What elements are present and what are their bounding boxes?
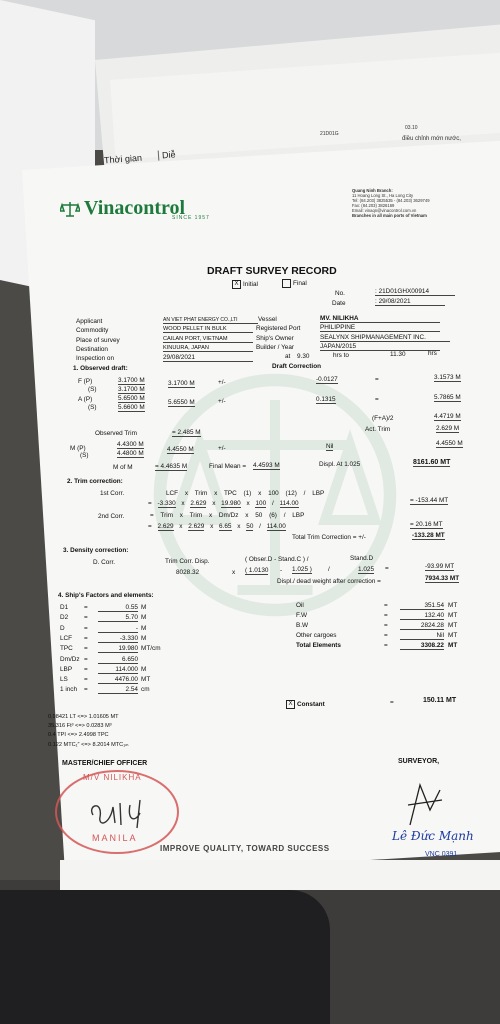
x-sym: x xyxy=(181,500,185,507)
second-corr-unit: MT xyxy=(433,521,443,528)
mid-p-num: 4.4300 xyxy=(117,441,137,448)
displ-after-num: 7934.33 xyxy=(425,575,449,582)
slash-sym: / xyxy=(259,523,261,530)
density-unit: MT xyxy=(444,563,455,570)
x100-head: x 100 (12) xyxy=(258,490,297,497)
mom-unit: M xyxy=(181,463,188,470)
factor-label: LCF xyxy=(60,634,73,642)
lbp-head: LBP xyxy=(292,512,305,519)
element-label: Oil xyxy=(296,602,304,609)
section4-heading: 4. Ship's Factors and elements: xyxy=(58,592,154,599)
ap-value xyxy=(118,395,145,403)
factor-label: 1 inch xyxy=(60,686,78,694)
factor-label: D2 xyxy=(60,614,69,622)
mom-label: M of M xyxy=(113,464,133,471)
factor-label: D1 xyxy=(60,604,69,611)
tpc-val: 19.980 xyxy=(221,500,241,507)
x-head: x xyxy=(208,512,213,519)
commodity-label: Commodity xyxy=(76,327,109,334)
density-eq: = xyxy=(385,565,389,572)
first-corr-unit: MT xyxy=(438,497,449,504)
date-label: Date xyxy=(332,300,346,307)
displ-after-value xyxy=(425,575,459,583)
final-label: Final xyxy=(293,280,307,288)
trim-head: Trim xyxy=(160,512,173,519)
vessel-label: Vessel xyxy=(258,316,277,323)
initial-checkbox: X xyxy=(232,280,241,289)
company-logo xyxy=(60,197,185,220)
mom-num: 4.4635 xyxy=(160,463,181,470)
first-corr-result: = -153.44 MT xyxy=(410,497,449,504)
factor-unit: M xyxy=(141,634,147,642)
stamp-port: MANILA xyxy=(92,833,138,843)
fp-value xyxy=(118,377,145,385)
fs-unit: M xyxy=(139,386,145,393)
x-sym: x xyxy=(212,500,216,507)
element-eq: = xyxy=(384,632,388,639)
conversion-line: 0.122 MTC₁″ <=> 8.2014 MTC₁ₘ xyxy=(48,741,129,748)
master-label: MASTER/CHIEF OFFICER xyxy=(62,760,148,767)
builder-value: JAPAN/2015 xyxy=(320,343,440,351)
element-unit: MT xyxy=(448,622,458,629)
first-corr-values: = -3.330 x 2.629 x 19.980 x 100 / 114.00 xyxy=(148,500,299,507)
fifty-val: 50 xyxy=(246,523,254,530)
document-sheet-bottom xyxy=(60,860,500,890)
aft-mean xyxy=(168,399,195,407)
minus-sym: - xyxy=(280,567,283,574)
branch-line: Tel: (84.203) 3825535 - (84.203) 3629749 xyxy=(352,198,430,203)
element-unit: MT xyxy=(448,612,458,619)
destination-label: Destination xyxy=(76,346,108,353)
document-title: DRAFT SURVEY RECORD xyxy=(207,265,337,277)
fore-mean-num: 3.1700 xyxy=(168,380,188,387)
final-mean-unit: M xyxy=(274,462,280,469)
master-signature xyxy=(85,795,155,835)
fore-eq: = xyxy=(375,376,379,383)
factor-unit: M xyxy=(141,665,147,673)
mid-mean-num: 4.4550 xyxy=(167,446,187,453)
aft-pm: +/- xyxy=(218,398,226,405)
commodity-value: WOOD PELLET IN BULK xyxy=(163,326,253,333)
mid-p-label: M (P) xyxy=(70,445,86,452)
surveyor-label: SURVEYOR, xyxy=(398,758,440,765)
displ-value xyxy=(413,459,450,467)
dark-object xyxy=(0,890,330,1024)
first-corr-num: -153.44 xyxy=(415,497,438,504)
factor-label: LBP xyxy=(60,665,73,673)
as-label: (S) xyxy=(88,404,97,411)
slash-head: / xyxy=(303,490,306,497)
second-corr-header: = Trim x Trim x Dm/Dz x 50 (6) / LBP xyxy=(150,512,305,519)
slash-head: / xyxy=(283,512,286,519)
factor-eq: = xyxy=(84,634,88,642)
x-sym: x xyxy=(232,569,236,576)
place-label: Place of survey xyxy=(76,337,120,344)
act-trim-label: Act. Trim xyxy=(365,426,391,433)
element-label: Total Elements xyxy=(296,642,341,649)
surveyor-name: Lê Đức Mạnh xyxy=(392,829,474,843)
obs-d-value: ( 1.0130 xyxy=(245,567,269,574)
mid-p-value xyxy=(117,441,144,449)
aft-mean-unit: M xyxy=(189,399,195,406)
element-value: 2824.28 xyxy=(400,622,444,630)
surveyor-signature xyxy=(400,780,450,830)
x-head: x xyxy=(179,512,183,519)
factor-unit: M xyxy=(141,604,147,611)
branch-line: Quang Ninh Branch: xyxy=(352,188,393,193)
displ-num: 8161.60 xyxy=(413,459,439,466)
mid-mean-unit: M xyxy=(188,446,194,453)
company-name: Vinacontrol xyxy=(84,197,186,219)
no-value: : 21D01GHX00914 xyxy=(375,288,455,296)
element-unit: MT xyxy=(448,602,458,609)
element-eq: = xyxy=(384,612,388,619)
displ-label: Displ. At 1.025 xyxy=(319,461,361,468)
at-time: 9.30 xyxy=(297,353,310,360)
branch-line: Branches in all main ports of Vietnam xyxy=(352,213,427,218)
total-trim-value xyxy=(412,532,445,540)
trim-head: Trim xyxy=(189,512,203,519)
mid-correction: Nil xyxy=(326,443,334,450)
mid-s-label: (S) xyxy=(80,452,89,459)
element-eq: = xyxy=(384,642,388,649)
disp-value: 8028.32 xyxy=(176,569,200,576)
factor-eq: = xyxy=(84,686,88,694)
dmdz-head: Dm/Dz xyxy=(218,512,239,519)
underlying-die-label: Diễ xyxy=(158,149,176,160)
element-unit: MT xyxy=(448,632,458,639)
trim-head: Trim xyxy=(194,490,208,497)
fore-pm: +/- xyxy=(218,379,226,386)
element-value: Nil xyxy=(400,632,444,640)
hrs-label: hrs xyxy=(428,350,437,357)
element-label: B.W xyxy=(296,622,309,629)
underlying-time-label: Thời gian xyxy=(103,152,143,166)
applicant-value: AN VIET PHAT ENERGY CO.,LTI xyxy=(163,317,258,324)
slash-sym: / xyxy=(328,566,330,573)
factor-eq: = xyxy=(84,665,88,673)
fa2-unit: M xyxy=(455,413,461,420)
factor-label: D xyxy=(60,624,65,632)
factor-eq: = xyxy=(84,655,88,663)
factor-value: 6.650 xyxy=(98,656,138,664)
fs-value xyxy=(118,386,145,394)
factor-unit: cm xyxy=(141,686,150,694)
destination-value: KINUURA, JAPAN xyxy=(163,345,253,352)
fore-correction: -0.0127 xyxy=(316,376,338,383)
owner-label: Ship's Owner xyxy=(256,335,294,342)
mom-value: = 4.4635 M xyxy=(155,463,188,470)
mid-p-unit: M xyxy=(138,441,144,448)
lcf-val: -3.330 xyxy=(157,500,176,507)
final-mean-label: Final Mean = xyxy=(209,463,247,470)
x-sym: x xyxy=(179,523,183,530)
mid-pm: +/- xyxy=(218,445,226,452)
stand-d-value: 1.025 xyxy=(358,566,374,573)
mid-result-unit: M xyxy=(457,440,463,447)
fp-unit: M xyxy=(139,377,145,384)
scale-logo-icon xyxy=(60,201,80,217)
observed-trim-label: Observed Trim xyxy=(95,430,137,437)
applicant-label: Applicant xyxy=(76,318,103,325)
aft-result-num: 5.7865 xyxy=(434,394,454,401)
fp-num: 3.1700 xyxy=(118,377,138,384)
factor-eq: = xyxy=(84,676,88,684)
to-time: 11.30 xyxy=(390,351,406,358)
section3-heading: 3. Density correction: xyxy=(63,547,129,554)
displ-unit: MT xyxy=(440,459,451,466)
mid-s-num: 4.4800 xyxy=(117,450,137,457)
element-label: Other cargoes xyxy=(296,632,337,639)
density-num: -93.99 xyxy=(425,563,444,570)
factor-value: 114.000 xyxy=(98,666,138,674)
constant-option xyxy=(286,700,325,709)
lcf-head: LCF xyxy=(166,490,179,497)
registered-port-value: PHILIPPINE xyxy=(320,324,440,332)
registered-port-label: Registered Port xyxy=(256,325,301,332)
date-value-text: 29/08/2021 xyxy=(378,298,411,305)
fore-result-num: 3.1573 xyxy=(434,374,454,381)
total-trim-num: -133.28 xyxy=(412,532,434,539)
x-sym: x xyxy=(246,500,250,507)
first-corr-label: 1st Corr. xyxy=(100,490,125,497)
fa2-label: (F+A)/2 xyxy=(372,415,394,422)
fa2-value xyxy=(434,413,461,421)
branch-line: 11 Hoang Long St., Ha Long City xyxy=(352,193,414,198)
fp-label: F (P) xyxy=(78,378,93,385)
final-checkbox xyxy=(282,279,291,288)
observed-trim-unit: M xyxy=(195,429,201,436)
fs-label: (S) xyxy=(88,386,97,393)
element-label: F.W xyxy=(296,612,308,619)
mid-s-unit: M xyxy=(138,450,144,457)
second-corr-num: 20.16 xyxy=(415,521,432,528)
trim-val: 2.629 xyxy=(190,500,207,507)
act-trim-unit: M xyxy=(453,425,460,432)
factor-value: 2.54 xyxy=(98,686,138,694)
section2-heading: 2. Trim correction: xyxy=(67,478,123,485)
conversion-line: 0.98421 LT <=> 1.01605 MT xyxy=(48,714,119,720)
branch-address xyxy=(352,188,492,218)
act-trim-value xyxy=(436,425,459,433)
branch-line: Fax: (84.203) 3826169 xyxy=(352,203,395,208)
fa2-num: 4.4719 xyxy=(434,413,454,420)
stamp-vessel-name: M/V NILIKHA xyxy=(83,773,142,782)
builder-label: Builder / Year xyxy=(256,344,295,351)
x-head: x xyxy=(184,490,189,497)
factor-label: TPC xyxy=(60,645,73,653)
constant-num: 150.11 xyxy=(423,697,445,704)
company-slogan: IMPROVE QUALITY, TOWARD SUCCESS xyxy=(160,844,330,853)
mid-result xyxy=(436,440,463,448)
element-value: 132.40 xyxy=(400,612,444,620)
lbp-val: 114.00 xyxy=(266,523,286,530)
stand-c-value: 1.025 ) xyxy=(292,566,312,573)
x-sym: x xyxy=(237,523,241,530)
fore-mean xyxy=(168,380,195,388)
act-trim-num: 2.629 xyxy=(436,425,452,432)
inspection-value: 29/08/2021 xyxy=(163,354,253,362)
factor-unit: M xyxy=(141,614,147,622)
ap-num: 5.6500 xyxy=(118,395,138,402)
element-value: 3308.22 xyxy=(400,642,444,650)
observed-trim-value: = 2.485 M xyxy=(172,429,201,436)
factor-label: Dm/Dz xyxy=(60,655,80,663)
factor-unit: MT/cm xyxy=(141,645,161,653)
element-unit: MT xyxy=(448,642,458,649)
displ-after-label: Displ./ dead weight after correction = xyxy=(277,578,381,585)
owner-value: SEALYNX SHIPMANAGEMENT INC. xyxy=(320,334,450,342)
factor-value: 19.980 xyxy=(98,645,138,653)
element-eq: = xyxy=(384,602,388,609)
constant-checkbox: X xyxy=(286,700,295,709)
second-corr-values: = 2.629 x 2.629 x 6.65 x 50 / 114.00 xyxy=(148,523,286,530)
mid-mean xyxy=(167,446,194,454)
no-label: No. xyxy=(335,290,345,297)
draft-correction-heading: Draft Correction xyxy=(272,363,322,370)
surveyor-code: VNC 0391 xyxy=(425,851,458,858)
aft-correction: 0.1315 xyxy=(316,396,336,403)
factor-eq: = xyxy=(84,645,88,653)
mid-s-value xyxy=(117,450,144,458)
final-mean-value xyxy=(253,462,280,470)
fore-result xyxy=(434,374,461,382)
underlying-note: điều chỉnh mớn nước, xyxy=(402,136,461,142)
ap-label: A (P) xyxy=(78,396,93,403)
factor-value: -3.330 xyxy=(98,635,138,643)
final-option xyxy=(282,279,307,288)
aft-result-unit: M xyxy=(455,394,461,401)
density-result xyxy=(425,563,454,571)
first-corr-header xyxy=(166,490,324,497)
inspection-label: Inspection on xyxy=(76,355,115,362)
trim-val: 2.629 xyxy=(157,523,174,530)
constant-eq: = xyxy=(390,699,394,706)
lbp-val: 114.00 xyxy=(279,500,299,507)
factor-unit: M xyxy=(141,624,147,632)
as-unit: M xyxy=(139,404,145,411)
factor-value: 0.55 xyxy=(98,604,138,612)
initial-label: Initial xyxy=(243,281,258,289)
fs-num: 3.1700 xyxy=(118,386,138,393)
hundred-val: 100 xyxy=(255,500,267,507)
second-corr-label: 2nd Corr. xyxy=(98,513,125,520)
mid-result-num: 4.4550 xyxy=(436,440,456,447)
total-trim-unit: MT xyxy=(435,532,445,539)
company-since: SINCE 1957 xyxy=(172,215,210,221)
observed-trim-num: 2.485 xyxy=(177,429,194,436)
factor-value: 4476.00 xyxy=(98,676,138,684)
density-formula: ( Obser.D - Stand.C ) / xyxy=(245,556,309,563)
constant-value xyxy=(423,697,456,704)
factor-eq: = xyxy=(84,604,88,611)
aft-mean-num: 5.6550 xyxy=(168,399,188,406)
aft-result xyxy=(434,394,461,402)
stand-d-label: Stand.D xyxy=(350,555,374,562)
trim-val: 2.629 xyxy=(188,523,205,530)
no-value-text: 21D01GHX00914 xyxy=(378,288,430,295)
at-label: at xyxy=(285,353,291,360)
displ-after-unit: MT xyxy=(449,575,460,582)
element-eq: = xyxy=(384,622,388,629)
section1-heading: 1. Observed draft: xyxy=(73,365,128,372)
trim-corr-disp-label: Trim Corr. Disp. xyxy=(165,558,210,565)
element-value: 351.54 xyxy=(400,602,444,610)
lbp-head: LBP xyxy=(312,490,325,497)
ap-unit: M xyxy=(139,395,145,402)
second-corr-result: = 20.16 MT xyxy=(410,521,443,528)
conversion-line: 0.4 TPI <=> 2.4998 TPC xyxy=(48,732,109,739)
factor-unit: MT xyxy=(141,676,151,684)
d-corr-label: D. Corr. xyxy=(93,559,116,566)
slash-sym: / xyxy=(271,500,274,507)
vessel-value: MV. NILIKHA xyxy=(320,315,440,323)
x-head: x xyxy=(214,490,218,497)
constant-label: Constant xyxy=(297,701,325,709)
conversion-line: 35.316 Ft³ <=> 0.0283 M³ xyxy=(48,723,112,730)
as-value xyxy=(118,404,145,412)
underlying-ref: 21D01G xyxy=(320,131,339,137)
x50-head: x 50 (6) xyxy=(245,512,277,519)
tpc-head: TPC (1) xyxy=(223,490,252,497)
total-trim-label: Total Trim Correction = +/- xyxy=(292,534,366,541)
factor-value: 5.70 xyxy=(98,614,138,622)
x-sym: x xyxy=(210,523,214,530)
as-num: 5.6600 xyxy=(118,404,138,411)
branch-line: Email: vinaqn@vinacontrol.com.vn xyxy=(352,208,417,213)
fore-mean-unit: M xyxy=(189,380,195,387)
final-mean-num: 4.4593 xyxy=(253,462,273,469)
factor-label: LS xyxy=(60,676,68,684)
date-value: : 29/08/2021 xyxy=(375,298,445,306)
place-value: CAILAN PORT, VIETNAM xyxy=(163,336,253,343)
factor-value: - xyxy=(98,625,138,633)
constant-unit: MT xyxy=(445,697,457,704)
factor-eq: = xyxy=(84,614,88,622)
dmdz-val: 6.65 xyxy=(219,523,232,530)
aft-eq: = xyxy=(375,396,379,403)
underlying-stamp-date: 03.10 xyxy=(405,125,418,131)
initial-option xyxy=(232,280,258,289)
factor-eq: = xyxy=(84,624,88,632)
fore-result-unit: M xyxy=(455,374,461,381)
hrs-to-label: hrs to xyxy=(333,352,349,359)
